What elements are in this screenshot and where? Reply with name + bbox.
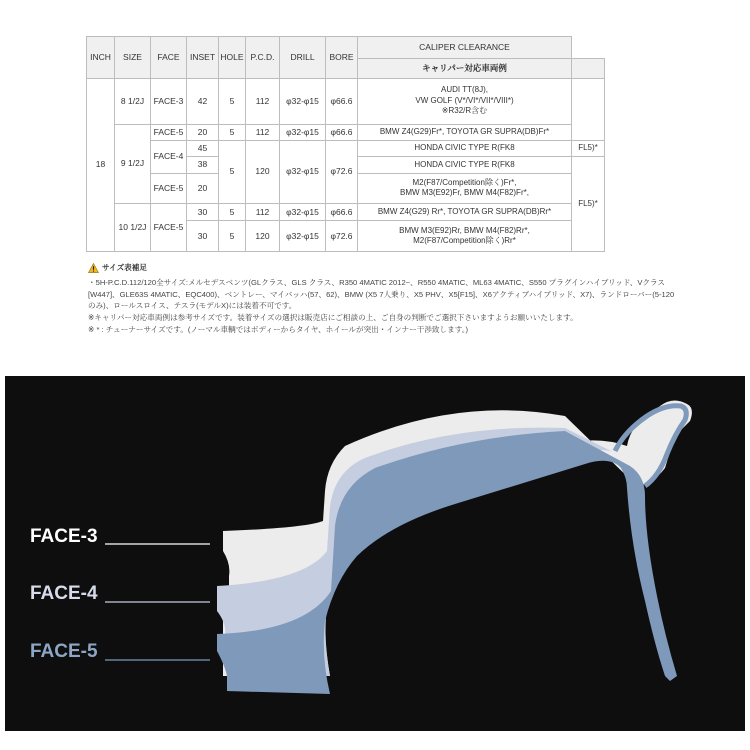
header-face: FACE: [151, 37, 187, 79]
notes-title: サイズ表補足: [102, 263, 147, 272]
cell-caliper-cars: [358, 221, 572, 252]
note-line: ・5H-P.C.D.112/120全サイズ:メルセデスベンツ(GLクラス、GLS クラス、R350 4MATIC 2012~、R550 4MATIC、ML63 4MATIC、S550 プラグインハイブリッド、Vクラス: [88, 277, 665, 287]
face-5-label: FACE-5: [30, 641, 98, 662]
cell-hole: 5: [219, 124, 246, 140]
cell-hole: 5: [219, 221, 246, 252]
cell-bore: φ72.6: [326, 221, 358, 252]
size-notes: [88, 262, 688, 336]
cell-pcd: 112: [246, 204, 280, 221]
cell-hole: 5: [219, 78, 246, 124]
cell-size-105: 10 1/2J: [115, 204, 151, 252]
cell-bore: φ66.6: [326, 204, 358, 221]
cell-pcd: 120: [246, 140, 280, 203]
car-line: BMW M3(E92)Rr, BMW M4(F82)Rr*,: [399, 225, 530, 235]
header-caliper-clearance: CALIPER CLEARANCE: [358, 37, 572, 59]
cell-inset: 38: [187, 157, 219, 173]
header-pcd: P.C.D.: [246, 37, 280, 79]
cell-drill: φ32-φ15: [280, 124, 326, 140]
note-line: [W447]、GLE63S 4MATIC、EQC400)、ベントレー、マイバッハ(57、62)、BMW (X5 7人乗り、X5 PHV、X5[F15]、X6アクティブハイブリッド、X7)、ランドローバー(5-120: [88, 289, 675, 299]
car-line: M2(F87/Competition除く)Rr*: [413, 236, 516, 246]
header-inset: INSET: [187, 37, 219, 79]
cell-pcd: 120: [246, 221, 280, 252]
car-line: ※R32/R含む: [441, 106, 488, 116]
cell-pcd: 112: [246, 124, 280, 140]
note-line: のみ)、ロールスロイス、テスラ(モデルX)には装着不可です。: [88, 301, 297, 311]
header-size: SIZE: [115, 37, 151, 79]
note-line: ※キャリパー対応車両例は参考サイズです。装着サイズの選択は販売店にご相談の上、ご自身の判断でご選択下さいますようお願いいたします。: [88, 313, 578, 323]
cell-inset: 42: [187, 78, 219, 124]
cell-bore: φ72.6: [326, 140, 358, 203]
header-caliper-jp: キャリパー対応車両例: [358, 59, 572, 78]
cell-face: FACE-3: [151, 78, 187, 124]
cell-hole: 5: [219, 140, 246, 203]
cell-inset: 20: [187, 173, 219, 204]
face-4-label: FACE-4: [30, 583, 98, 604]
cell-caliper-cars: BMW Z4(G29) Rr*, TOYOTA GR SUPRA(DB)Rr*: [358, 204, 572, 221]
cell-hole: 5: [219, 204, 246, 221]
header-hole: HOLE: [219, 37, 246, 79]
car-line: M2(F87/Competition除く)Fr*,: [412, 177, 517, 187]
warning-icon: [88, 263, 99, 273]
cell-inset: 20: [187, 124, 219, 140]
cell-size-85: 8 1/2J: [115, 78, 151, 124]
cell-bore: φ66.6: [326, 124, 358, 140]
note-line: ※ * : チューナーサイズです。(ノーマル車輌ではボディーからタイヤ、ホイールが突出・インナー干渉致します。): [88, 324, 469, 334]
cell-size-95: 9 1/2J: [115, 124, 151, 203]
cell-caliper-cars: HONDA CIVIC TYPE R(FK8: [358, 140, 572, 156]
cell-inch: 18: [87, 78, 115, 251]
cell-face: FACE-5: [151, 204, 187, 252]
cell-drill: φ32-φ15: [280, 204, 326, 221]
face-profile-svg: [5, 376, 745, 731]
header-drill: DRILL: [280, 37, 326, 79]
cell-face: FACE-4: [151, 140, 187, 173]
header-inch: INCH: [87, 37, 115, 79]
car-line: AUDI TT(8J),: [441, 85, 488, 95]
cell-caliper-cars: [358, 78, 572, 124]
header-fl-spacer: [572, 59, 605, 78]
notes-heading: [88, 262, 688, 274]
header-bore: BORE: [326, 37, 358, 79]
cell-pcd: 112: [246, 78, 280, 124]
cell-inset: 30: [187, 221, 219, 252]
cell-caliper-cars: [358, 173, 572, 204]
cell-bore: φ66.6: [326, 78, 358, 124]
cell-caliper-cars: HONDA CIVIC TYPE R(FK8: [358, 157, 572, 173]
cell-inset: 30: [187, 204, 219, 221]
face-profile-diagram: [5, 376, 745, 731]
cell-fl-empty: [572, 78, 605, 140]
cell-fl: FL5)*: [572, 157, 605, 252]
cell-face: FACE-5: [151, 173, 187, 204]
car-line: BMW M3(E92)Fr, BMW M4(F82)Fr*,: [400, 188, 529, 198]
cell-fl: FL5)*: [572, 140, 605, 156]
face-3-label: FACE-3: [30, 526, 98, 547]
cell-drill: φ32-φ15: [280, 140, 326, 203]
cell-face: FACE-5: [151, 124, 187, 140]
cell-caliper-cars: BMW Z4(G29)Fr*, TOYOTA GR SUPRA(DB)Fr*: [358, 124, 572, 140]
cell-drill: φ32-φ15: [280, 78, 326, 124]
cell-inset: 45: [187, 140, 219, 156]
wheel-spec-table: [86, 36, 605, 252]
header-spacer: [572, 37, 605, 59]
car-line: VW GOLF (V*/VI*/VII*/VIII*): [415, 95, 514, 105]
cell-drill: φ32-φ15: [280, 221, 326, 252]
